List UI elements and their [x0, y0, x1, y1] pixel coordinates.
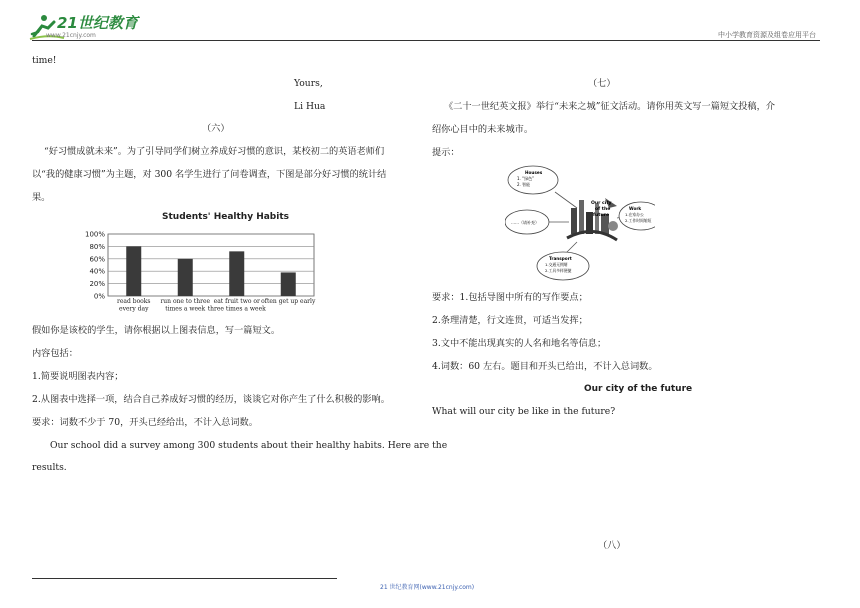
task6-paragraph-line3: 果。 [32, 192, 51, 203]
task6-instruction: 假如你是该校的学生，请你根据以上图表信息，写一篇短文。 [32, 325, 281, 336]
bar-1 [126, 246, 141, 296]
logo-url: www.21cnjy.com [46, 32, 96, 39]
bar-3 [229, 251, 244, 296]
x-tick-label: eat fruit two or [213, 298, 260, 305]
bar-2 [178, 259, 193, 296]
x-tick-label: run one to three [160, 298, 211, 305]
footer-site: 21 世纪教育网(www.21cnjy.com) [380, 584, 475, 591]
chart-title: Students' Healthy Habits [162, 212, 289, 222]
task7-requirement-2: 2.条理清楚，行文连贯，可适当发挥； [432, 315, 588, 326]
letter-signature: Li Hua [294, 101, 326, 112]
left-node-text: ……（请补充） [511, 220, 539, 225]
task7-paragraph-line2: 绍你心目中的未来城市。 [432, 124, 534, 135]
houses-point-2: 2. 智能 [517, 182, 531, 187]
mindmap-work-node [619, 202, 655, 230]
houses-title: Houses [525, 170, 543, 175]
opening-line-2: results. [32, 462, 67, 473]
task7-requirement-4: 4.词数：60 左右。题目和开头已给出，不计入总词数。 [432, 361, 658, 372]
mindmap-houses-node [508, 166, 558, 194]
bar-4 [281, 272, 296, 296]
transport-point-1: 1.交通无拥堵 [545, 262, 568, 267]
center-line-2: of the [595, 207, 611, 212]
center-line-3: future [593, 213, 610, 218]
logo-text: 21世纪教育 [57, 14, 138, 32]
letter-end-line: time! [32, 55, 57, 66]
transport-point-2: 2.工具多样便捷 [545, 268, 572, 273]
x-tick-label: read books [116, 298, 151, 305]
task7-requirement-1: 要求：1.包括导图中所有的写作要点； [432, 292, 588, 303]
task7-requirement-3: 3.文中不能出现真实的人名和地名等信息； [432, 338, 607, 349]
mindmap-center [591, 200, 612, 218]
y-tick-label: 0% [93, 292, 105, 301]
work-title: Work [629, 206, 642, 211]
center-line-1: Our city [591, 201, 612, 206]
essay-title: Our city of the future [584, 384, 693, 394]
task6-requirement: 要求：词数不少于 70，开头已经给出，不计入总词数。 [32, 417, 258, 428]
work-point-2: 2.工作时间缩短 [625, 218, 652, 223]
letter-closing: Yours, [294, 78, 323, 89]
content-label: 内容包括： [32, 348, 78, 359]
x-tick-label: three times a week [207, 305, 266, 313]
y-tick-label: 40% [89, 267, 105, 276]
city-mind-map [505, 160, 655, 282]
task7-paragraph-line1: 《二十一世纪英文报》举行“未来之城”征文活动。请你用英文写一篇短文投稿，介 [444, 101, 775, 112]
x-tick-label: every day [119, 305, 149, 313]
mindmap-left-node [505, 210, 549, 234]
hint-label: 提示： [432, 147, 460, 158]
header-platform-name: 中小学教育资源及组卷应用平台 [718, 31, 816, 39]
mindmap-transport-node [537, 252, 589, 280]
essay-opening: What will our city be like in the future? [432, 406, 616, 417]
section-7-heading: （七） [588, 78, 616, 89]
section-6-heading: （六） [202, 123, 230, 134]
transport-title: Transport [549, 256, 572, 261]
content-item-2: 2.从图表中选择一项，结合自己养成好习惯的经历，谈谈它对你产生了什么积极的影响。 [32, 394, 390, 405]
task6-paragraph-line1: “好习惯成就未来”。为了引导同学们树立养成好习惯的意识，某校初二的英语老师们 [44, 146, 385, 157]
section-8-heading: （八） [598, 540, 626, 551]
content-item-1: 1.简要说明图表内容； [32, 371, 124, 382]
work-point-1: 1.在家办公 [625, 212, 644, 217]
houses-point-1: 1. “绿色” [517, 176, 535, 181]
y-tick-label: 20% [89, 280, 105, 289]
x-tick-label: times a week [165, 305, 206, 313]
y-tick-label: 80% [89, 242, 105, 251]
x-tick-label: often get up early [261, 298, 316, 305]
footer-divider [32, 578, 337, 579]
header-divider [32, 40, 820, 41]
task6-paragraph-line2: 以“我的健康习惯”为主题，对 300 名学生进行了问卷调查，下图是部分好习惯的统计结 [32, 169, 387, 180]
y-tick-label: 60% [89, 255, 105, 264]
opening-line-1: Our school did a survey among 300 students about their healthy habits. Here are the [50, 440, 448, 451]
bar-chart [80, 228, 320, 324]
y-tick-label: 100% [84, 230, 105, 239]
